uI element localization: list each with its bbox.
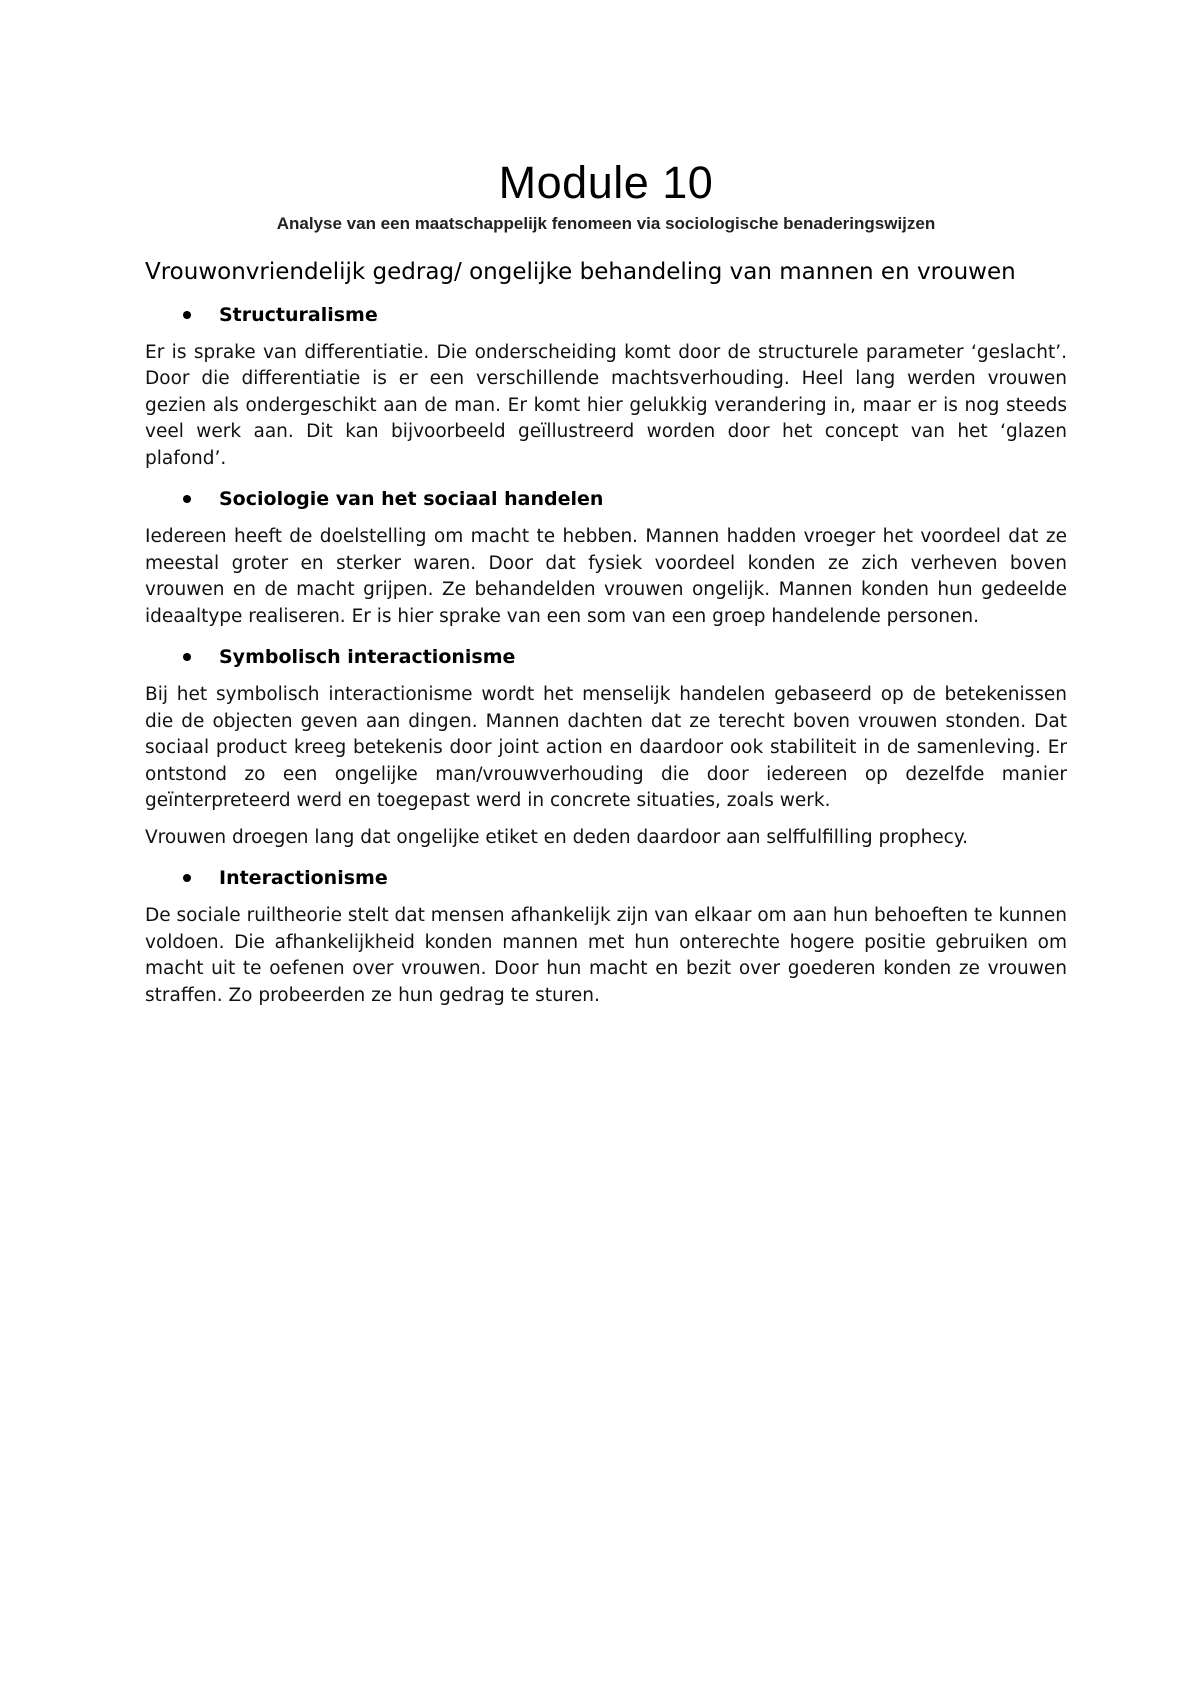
section-title: Symbolisch interactionisme: [219, 646, 516, 668]
document-title: Module 10: [498, 157, 714, 208]
section-interactionisme: [145, 863, 1067, 1009]
paragraph: De sociale ruiltheorie stelt dat mensen afhankelijk zijn van elkaar om aan hun behoeften te kunnen voldoen. Die afhankelijkheid konden mannen met hun onterechte hogere positie gebruiken om macht uit te oefenen over vrouwen. Door hun macht en bezit over goederen konden ze vrouwen straffen. Zo probeerden ze hun gedrag te sturen.: [145, 905, 1067, 1006]
section-header: [145, 642, 1067, 672]
document-page: [145, 150, 1067, 1009]
bullet-icon: [183, 874, 191, 882]
section-title: Structuralisme: [219, 303, 378, 326]
bullet-icon: [183, 311, 191, 319]
section-symbolisch-interactionisme: [145, 642, 1067, 851]
paragraph: Bij het symbolisch interactionisme wordt het menselijk handelen gebaseerd op de betekenissen die de objecten geven aan dingen. Mannen dachten dat ze terecht boven vrouwen stonden. Dat sociaal product kreeg betekenis door joint action en daardoor ook stabiliteit in de samenleving. Er ontstond zo een ongelijke man/vrouwverhouding die door iedereen op dezelfde manier geïnterpreteerd werd en toegepast werd in concrete situaties, zoals werk.: [145, 684, 1067, 811]
paragraph: Iedereen heeft de doelstelling om macht te hebben. Mannen hadden vroeger het voordeel dat ze meestal groter en sterker waren. Door dat fysiek voordeel konden ze zich verheven boven vrouwen en de macht grijpen. Ze behandelden vrouwen ongelijk. Mannen konden hun gedeelde ideaaltype realiseren. Er is hier sprake van een som van een groep handelende personen.: [145, 526, 1067, 627]
bullet-icon: [183, 653, 191, 661]
bullet-icon: [183, 495, 191, 503]
document-subtitle: Analyse van een maatschappelijk fenomeen via sociologische benaderingswijzen: [276, 213, 936, 233]
paragraph: Vrouwen droegen lang dat ongelijke etiket en deden daardoor aan selffulfilling prophecy.: [145, 826, 969, 848]
section-header: [145, 300, 1067, 330]
section-title: Sociologie van het sociaal handelen: [219, 488, 604, 510]
section-sociologie-sociaal-handelen: [145, 484, 1067, 630]
section-header: [145, 863, 1067, 893]
paragraph: Er is sprake van differentiatie. Die onderscheiding komt door de structurele parameter ‘geslacht’. Door die differentiatie is er een verschillende machtsverhouding. Heel lang werden vrouwen gezien als ondergeschikt aan de man. Er komt hier gelukkig verandering in, maar er is nog steeds veel werk aan. Dit kan bijvoorbeeld geïllustreerd worden door het concept van het ‘glazen plafond’.: [145, 341, 1067, 469]
section-header: [145, 484, 1067, 514]
section-structuralisme: [145, 300, 1067, 473]
document-heading: Vrouwonvriendelijk gedrag/ ongelijke behandeling van mannen en vrouwen: [145, 258, 1016, 285]
section-title: Interactionisme: [219, 867, 388, 889]
